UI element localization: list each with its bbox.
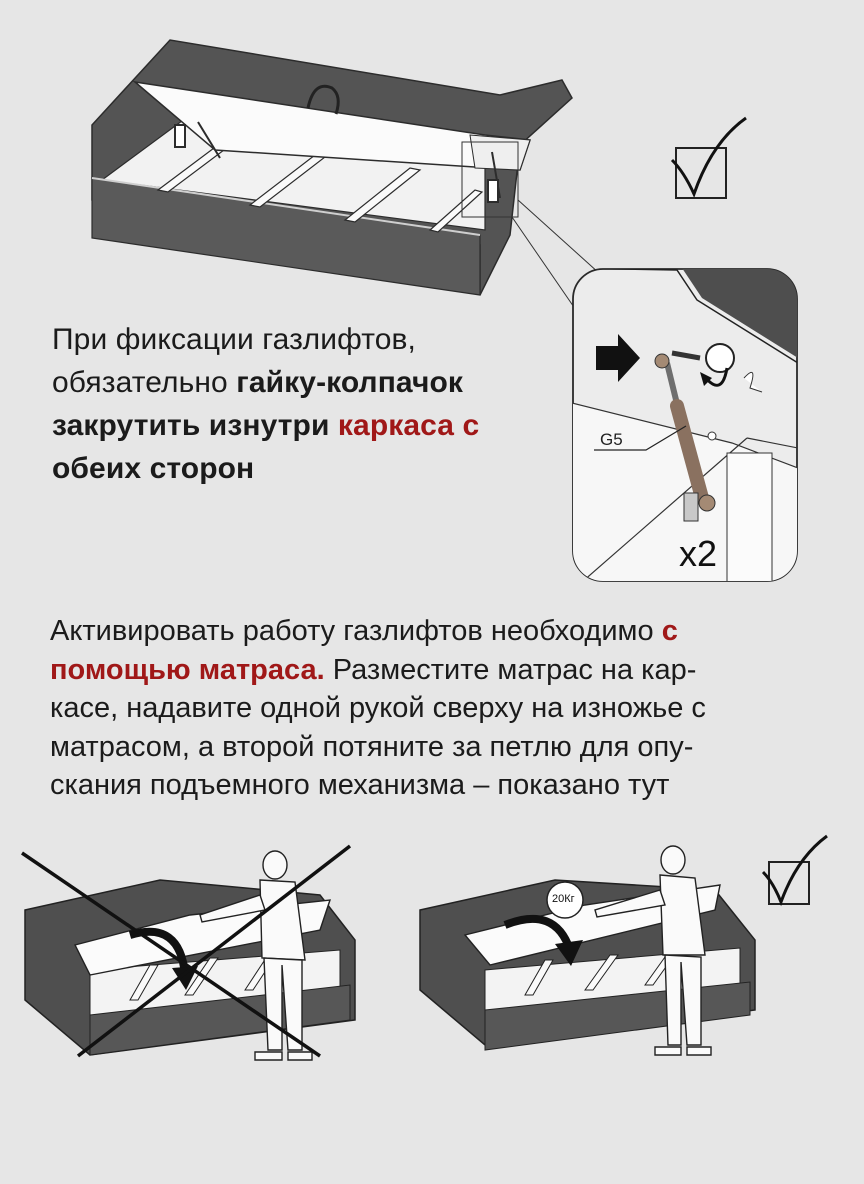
instruction-highlight: помощью матраса. — [50, 653, 325, 686]
cross-mark-icon — [20, 838, 360, 1060]
instruction-emphasis: закрутить изнутри — [52, 409, 338, 442]
instruction-highlight: с — [661, 615, 678, 647]
weight-label: 20Кг — [552, 893, 575, 905]
instruction-line — [50, 651, 830, 690]
instruction-emphasis: гайку-колпачок — [236, 366, 464, 399]
mattress-activation-instruction — [50, 612, 830, 805]
instruction-line — [52, 361, 562, 404]
instruction-text: Разместите матрас на кар- — [324, 653, 697, 686]
instruction-line: обеих сторон — [52, 452, 255, 485]
instruction-line — [52, 404, 562, 447]
instruction-line — [50, 612, 830, 651]
checkmark-box-icon — [755, 832, 835, 912]
instruction-line: При фиксации газлифтов, — [52, 323, 416, 356]
instruction-highlight: каркаса с — [337, 409, 480, 442]
gaslift-fixing-instruction — [52, 318, 562, 490]
instruction-text: Активировать работу газлифтов необходимо — [50, 615, 662, 647]
part-label: G5 — [600, 430, 623, 449]
instruction-line: касе, надавите одной рукой сверху на изножье с — [50, 692, 706, 724]
checkmark-box-icon — [660, 112, 750, 204]
bed-top-illustration — [80, 30, 580, 300]
instruction-line: скания подъемного механизма – показано тут — [50, 769, 670, 801]
instruction-text: обязательно — [52, 366, 237, 399]
instruction-line: матрасом, а второй потяните за петлю для опу- — [50, 730, 694, 763]
correct-method-illustration — [415, 840, 765, 1065]
count-label: x2 — [679, 533, 718, 574]
